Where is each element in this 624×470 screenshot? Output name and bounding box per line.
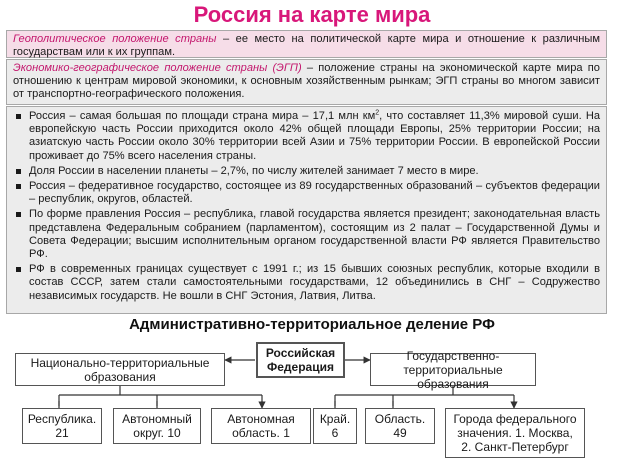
fact-area-text-a: Россия – самая большая по площади страна мира – 17,1 млн км — [29, 110, 376, 122]
state-territorial-box — [370, 348, 536, 391]
autonomous-okrug-box — [113, 408, 201, 444]
geopolitical-term: Геополитическое положение страны — [13, 33, 217, 45]
egp-text: – положение страны на экономической карте мира по отношению к центрам мировой экономики, к основным хозяйственным рынкам; ЭГП страны во многом зависит от транспортно-географического положения. — [13, 62, 600, 101]
fact-federal: Россия – федеративное государство, состоящее из 89 государственных образований – субъектов федерации – республик, округов, областей. — [13, 180, 600, 206]
egp-term: Экономико-географическое положение страны (ЭГП) — [13, 62, 302, 74]
republic-box — [22, 408, 102, 444]
fact-area-sup: 2 — [375, 109, 380, 117]
branch-national — [59, 386, 262, 406]
diagram-heading: Административно-территориальное деление РФ — [129, 316, 495, 333]
oblast-auto-line-2: область. 1 — [232, 426, 290, 440]
root-line-2: Федерация — [267, 360, 334, 374]
cities-line-1: Города федерального — [453, 412, 577, 426]
oblast-line-2: 49 — [393, 426, 407, 440]
krai-line-1: Край. — [319, 412, 351, 426]
arrow-state-children — [335, 401, 514, 408]
federal-cities-box — [445, 408, 585, 458]
republic-line-1: Республика. — [27, 412, 97, 426]
krai-line-2: 6 — [331, 426, 339, 440]
geopolitical-text: – ее место на политической карте мира и отношение к различным государствам или к их группам. — [13, 33, 601, 59]
national-line-1: Национально-территориальные — [30, 355, 210, 370]
cities-line-3: 2. Санкт-Петербург — [461, 440, 569, 454]
russian-federation-box — [256, 342, 345, 378]
state-line-2: образования — [417, 376, 489, 391]
national-line-2: образования — [84, 369, 156, 384]
oblast-line-1: Область. — [374, 412, 426, 426]
cities-line-2: значения. 1. Москва, — [457, 426, 573, 440]
fact-borders: РФ в современных границах существует с 1991 г.; из 15 бывших союзных республик, которые входили в состав СССР, затем стали самостоятельными государствами, 12 объединились в СНГ – Содружество независимых государств. Не вошли в СНГ Эстония, Латвия, Литва. — [13, 263, 600, 303]
krai-box — [313, 408, 357, 444]
okrug-line-2: округ. 10 — [133, 426, 181, 440]
autonomous-oblast-box — [211, 408, 311, 444]
page-title: Россия на карте мира — [193, 2, 431, 27]
fact-population: Доля России в населении планеты – 2,7%, по числу жителей занимает 7 место в мире. — [13, 165, 600, 178]
republic-line-2: 21 — [55, 426, 69, 440]
fact-area-text-b: , что составляет 11,3% мировой суши. На европейскую часть России приходится около 42% общей площади Европы, 25% территории России; на азиатскую часть России около 30% территории всей Азии и 75% территории России. В европейской России проживает до 75% всего населения страны. — [29, 110, 600, 162]
fact-government: По форме правления Россия – республика, главой государства является президент; законодательная власть представлена Федеральным собранием (парламентом), состоящим из 2 палат – Государственной Думы и Совета Федерации; высшим исполнительным органом государственной власти РФ является Правительство РФ. — [13, 208, 600, 261]
okrug-line-1: Автономный — [122, 412, 192, 426]
oblast-box — [365, 408, 435, 444]
root-line-1: Российская — [265, 346, 336, 360]
arrow-national-children — [59, 401, 262, 408]
state-line-1: Государственно-территориальные — [403, 348, 503, 377]
oblast-auto-line-1: Автономная — [227, 412, 295, 426]
national-territorial-box — [15, 353, 225, 386]
